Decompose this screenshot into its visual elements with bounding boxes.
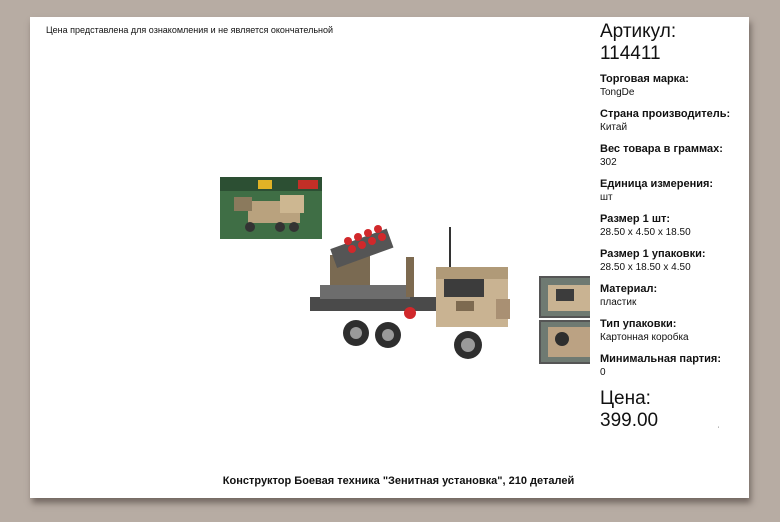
spec-value: 28.50 x 4.50 x 18.50 — [600, 227, 691, 238]
sku-label: Артикул: — [600, 21, 677, 42]
footnote-mark: ' — [718, 427, 720, 433]
spec-label: Страна производитель: — [600, 108, 731, 120]
spec-unit — [600, 177, 750, 205]
price-disclaimer: Цена представлена для ознакомления и не является окончательной — [46, 25, 334, 35]
product-specs — [600, 21, 750, 432]
spec-value: шт — [600, 192, 613, 203]
spec-label: Размер 1 шт: — [600, 213, 671, 225]
spec-item-size — [600, 212, 750, 240]
thumbnail-2[interactable] — [540, 321, 590, 363]
spec-value: Китай — [600, 122, 628, 133]
price-label: Цена: — [600, 388, 651, 409]
spec-value: TongDe — [600, 87, 635, 98]
spec-min-order — [600, 352, 750, 380]
spec-label: Торговая марка: — [600, 73, 689, 85]
price-block — [600, 388, 750, 432]
spec-brand — [600, 72, 750, 100]
spec-package-size — [600, 247, 750, 275]
packaging-box-image — [220, 177, 322, 239]
thumbnail-1[interactable] — [540, 277, 590, 317]
spec-country — [600, 107, 750, 135]
product-title: Конструктор Боевая техника "Зенитная установка", 210 деталей — [222, 475, 575, 487]
sku-value: 114411 — [600, 43, 661, 64]
truck-model-image — [310, 225, 510, 359]
product-photo — [210, 167, 590, 377]
spec-value: 28.50 x 18.50 x 4.50 — [600, 262, 691, 273]
spec-value: Картонная коробка — [600, 332, 689, 343]
spec-label: Тип упаковки: — [600, 318, 677, 330]
spec-weight — [600, 142, 750, 170]
spec-label: Единица измерения: — [600, 178, 714, 190]
spec-package-type — [600, 317, 750, 345]
spec-value: 0 — [600, 367, 606, 378]
spec-label: Размер 1 упаковки: — [600, 248, 706, 260]
spec-value: 302 — [600, 157, 617, 168]
spec-value: пластик — [600, 297, 637, 308]
spec-label: Материал: — [600, 283, 658, 295]
spec-label: Вес товара в граммах: — [600, 143, 723, 155]
spec-label: Минимальная партия: — [600, 353, 721, 365]
spec-material — [600, 282, 750, 310]
catalog-sheet — [30, 17, 749, 498]
price-value: 399.00 — [600, 410, 659, 431]
